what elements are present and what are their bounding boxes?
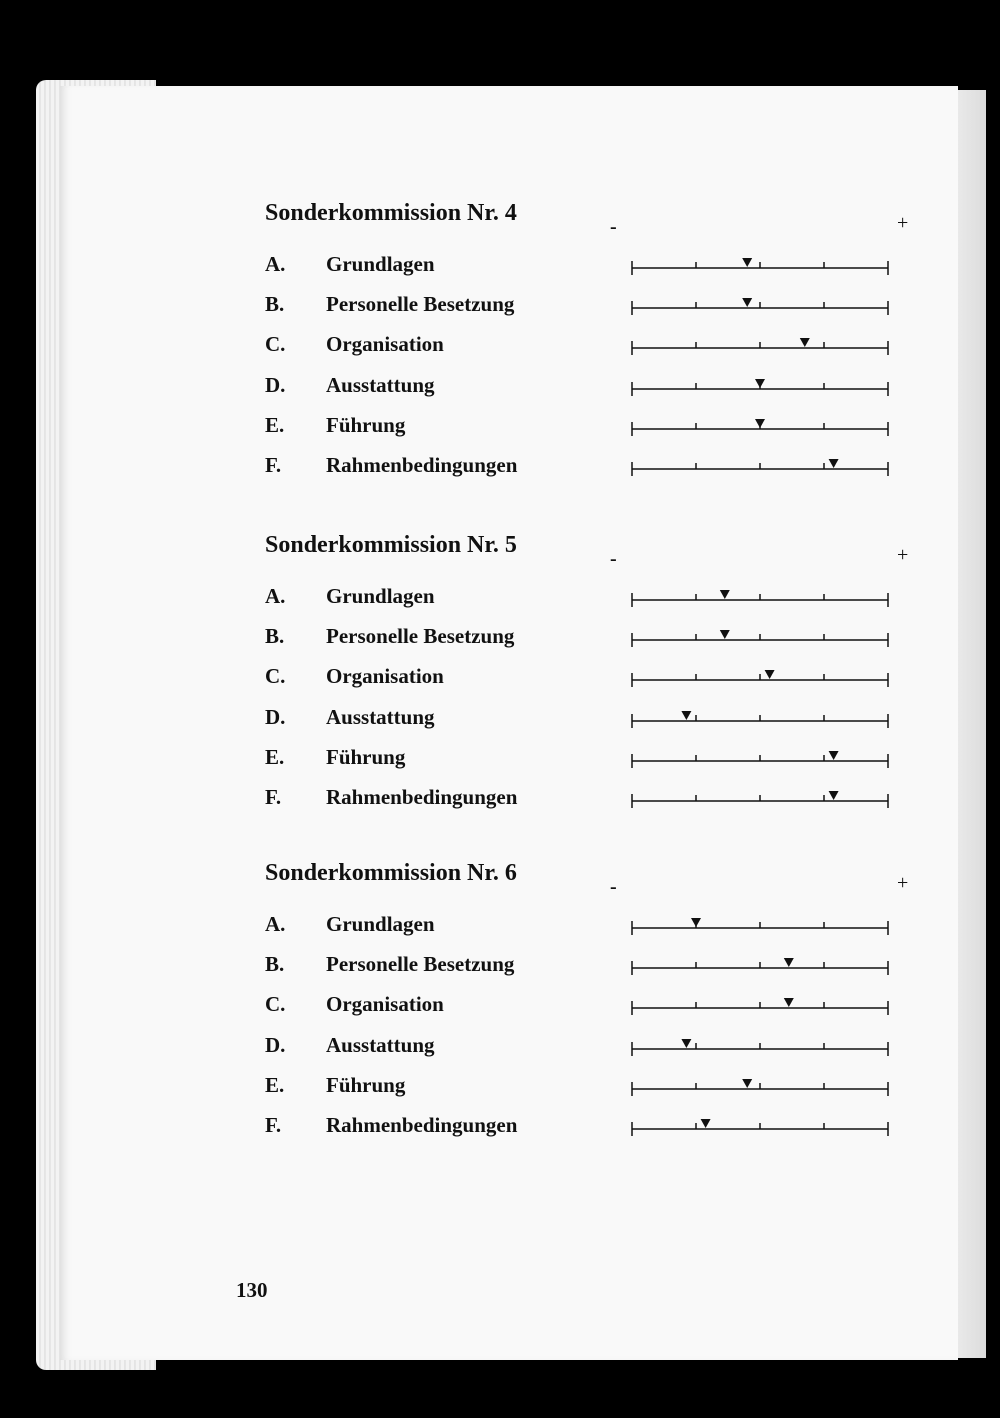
rating-marker [681, 711, 691, 720]
item-letter: D. [265, 704, 286, 729]
rating-marker [742, 258, 752, 267]
section-title: Sonderkommission Nr. 6 [265, 860, 517, 886]
rating-marker [784, 958, 794, 967]
page-number: 130 [236, 1278, 268, 1302]
item-letter: C. [265, 664, 286, 689]
scale-minus-label: - [610, 876, 617, 898]
rating-row [0, 624, 1000, 664]
item-label: Grundlagen [326, 912, 435, 936]
rating-marker [701, 1119, 711, 1128]
item-letter: F. [265, 453, 282, 477]
section-title: Sonderkommission Nr. 4 [265, 200, 517, 226]
section-title: Sonderkommission Nr. 5 [265, 532, 517, 558]
rating-row [0, 584, 1000, 624]
rating-scale [630, 624, 890, 654]
item-label: Ausstattung [326, 372, 435, 397]
item-label: Grundlagen [326, 252, 435, 276]
rating-row [0, 664, 1000, 704]
rating-scale [630, 785, 890, 815]
rating-marker [720, 590, 730, 599]
rating-scale [630, 745, 890, 775]
item-label: Organisation [326, 332, 444, 357]
item-letter: B. [265, 292, 285, 317]
rating-row [0, 705, 1000, 745]
item-label: Organisation [326, 664, 444, 689]
rating-scale [630, 992, 890, 1022]
item-label: Grundlagen [326, 584, 435, 608]
rating-marker [800, 338, 810, 347]
rating-row [0, 952, 1000, 992]
item-label: Organisation [326, 992, 444, 1017]
rating-row [0, 1073, 1000, 1113]
rating-row [0, 745, 1000, 785]
item-letter: F. [265, 1113, 282, 1137]
scale-plus-label: + [897, 872, 909, 894]
rating-row [0, 1033, 1000, 1073]
item-label: Rahmenbedingungen [326, 453, 518, 477]
item-label: Rahmenbedingungen [326, 785, 518, 809]
rating-marker [720, 630, 730, 639]
item-label: Personelle Besetzung [326, 292, 515, 317]
rating-marker [765, 670, 775, 679]
item-label: Ausstattung [326, 704, 435, 729]
rating-row [0, 785, 1000, 825]
rating-marker [829, 459, 839, 468]
rating-row [0, 252, 1000, 292]
item-letter: A. [265, 912, 286, 936]
rating-row [0, 332, 1000, 372]
rating-marker [829, 791, 839, 800]
rating-scale [630, 252, 890, 282]
item-label: Führung [326, 412, 406, 437]
item-letter: B. [265, 624, 285, 649]
rating-marker [742, 1079, 752, 1088]
rating-row [0, 413, 1000, 453]
rating-scale [630, 1033, 890, 1063]
rating-scale [630, 453, 890, 483]
item-letter: E. [265, 744, 285, 769]
rating-scale [630, 413, 890, 443]
rating-marker [742, 298, 752, 307]
rating-row [0, 292, 1000, 332]
item-label: Ausstattung [326, 1032, 435, 1057]
item-letter: D. [265, 372, 286, 397]
item-letter: B. [265, 952, 285, 977]
scale-plus-label: + [897, 212, 909, 234]
item-label: Führung [326, 1072, 406, 1097]
rating-scale [630, 664, 890, 694]
item-letter: C. [265, 992, 286, 1017]
rating-row [0, 453, 1000, 493]
rating-scale [630, 292, 890, 322]
scale-minus-label: - [610, 548, 617, 570]
item-letter: A. [265, 252, 286, 276]
rating-marker [681, 1039, 691, 1048]
rating-row [0, 912, 1000, 952]
rating-scale [630, 705, 890, 735]
rating-scale [630, 952, 890, 982]
scale-minus-label: - [610, 216, 617, 238]
rating-scale [630, 332, 890, 362]
scale-plus-label: + [897, 544, 909, 566]
item-letter: E. [265, 412, 285, 437]
rating-row [0, 992, 1000, 1032]
item-letter: D. [265, 1032, 286, 1057]
rating-marker [691, 918, 701, 927]
item-label: Personelle Besetzung [326, 624, 515, 649]
item-letter: C. [265, 332, 286, 357]
rating-marker [784, 998, 794, 1007]
item-letter: E. [265, 1072, 285, 1097]
item-label: Personelle Besetzung [326, 952, 515, 977]
rating-scale [630, 373, 890, 403]
item-label: Rahmenbedingungen [326, 1113, 518, 1137]
item-label: Führung [326, 744, 406, 769]
rating-scale [630, 912, 890, 942]
item-letter: A. [265, 584, 286, 608]
item-letter: F. [265, 785, 282, 809]
rating-marker [829, 751, 839, 760]
rating-scale [630, 584, 890, 614]
rating-scale [630, 1113, 890, 1143]
rating-marker [755, 379, 765, 388]
rating-row [0, 1113, 1000, 1153]
rating-marker [755, 419, 765, 428]
rating-scale [630, 1073, 890, 1103]
rating-row [0, 373, 1000, 413]
